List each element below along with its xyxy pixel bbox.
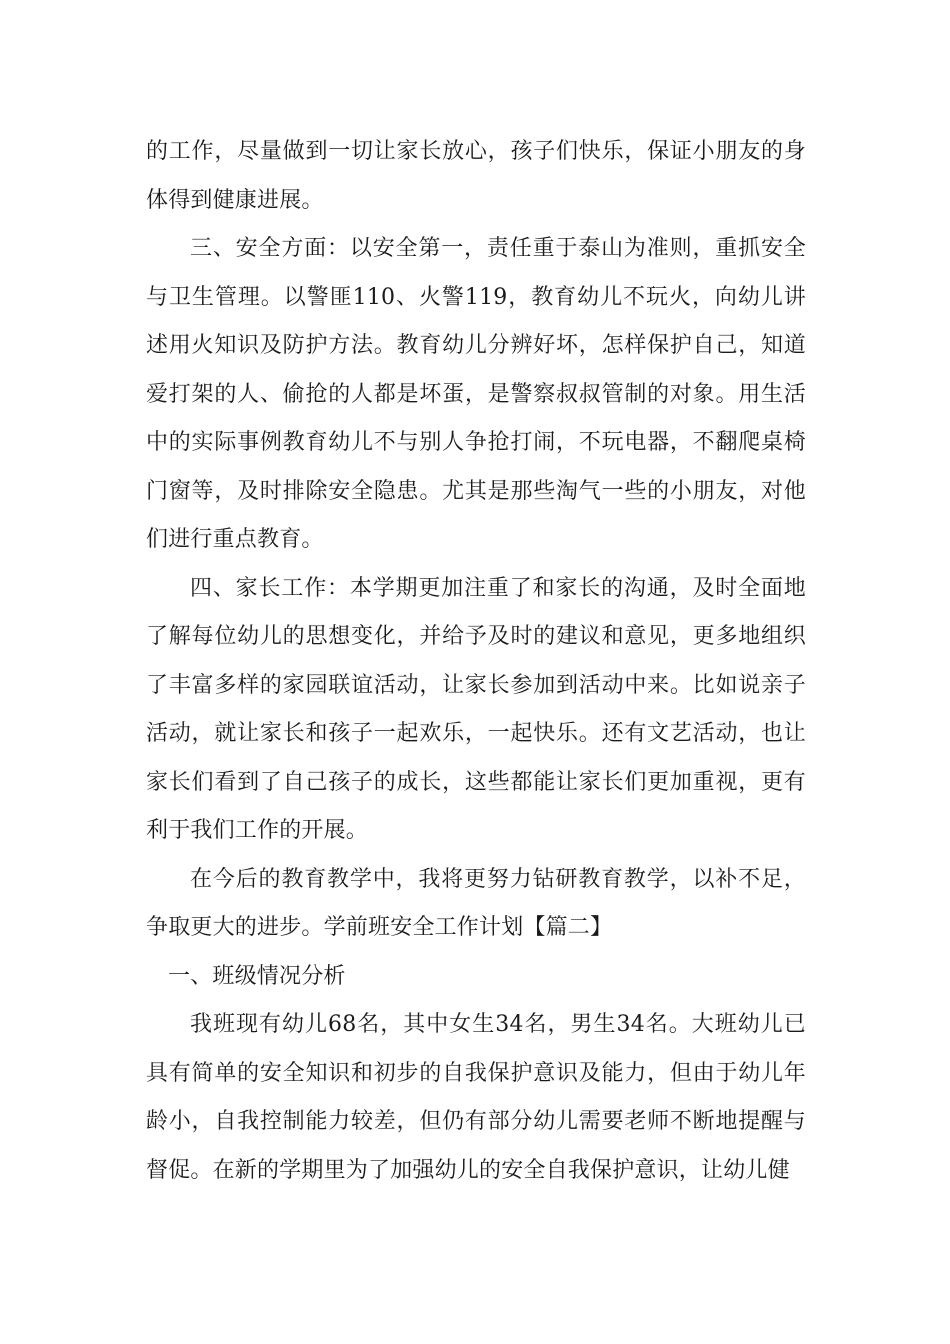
paragraph-conclusion: 在今后的教育教学中，我将更努力钻研教育教学，以补不足，争取更大的进步。学前班安全工作计划【篇二】 (146, 866, 806, 940)
paragraph-parents: 四、家长工作：本学期更加注重了和家长的沟通，及时全面地了解每位幼儿的思想变化，并给予及时的建议和意见，更多地组织了丰富多样的家园联谊活动，让家长参加到活动中来。比如说亲子活动，就让家长和孩子一起欢乐，一起快乐。还有文艺活动，也让家长们看到了自己孩子的成长，这些都能让家长们更加重视，更有利于我们工作的开展。 (146, 575, 806, 843)
document-body (146, 128, 806, 1195)
paragraph-class-info: 我班现有幼儿68名，其中女生34名，男生34名。大班幼儿已具有简单的安全知识和初步的自我保护意识及能力，但由于幼儿年龄小，自我控制能力较差，但仍有部分幼儿需要老师不断地提醒与督促。在新的学期里为了加强幼儿的安全自我保护意识，让幼儿健 (146, 1012, 806, 1183)
section-heading-class-analysis: 一、班级情况分析 (168, 963, 346, 989)
paragraph-1: 的工作，尽量做到一切让家长放心，孩子们快乐，保证小朋友的身体得到健康进展。 (146, 139, 806, 213)
paragraph-safety: 三、安全方面：以安全第一，责任重于泰山为准则，重抓安全与卫生管理。以警匪110、火警119，教育幼儿不玩火，向幼儿讲述用火知识及防护方法。教育幼儿分辨好坏，怎样保护自己，知道爱打架的人、偷抢的人都是坏蛋，是警察叔叔管制的对象。用生活中的实际事例教育幼儿不与别人争抢打闹，不玩电器，不翻爬桌椅门窗等，及时排除安全隐患。尤其是那些淘气一些的小朋友，对他们进行重点教育。 (146, 236, 806, 552)
